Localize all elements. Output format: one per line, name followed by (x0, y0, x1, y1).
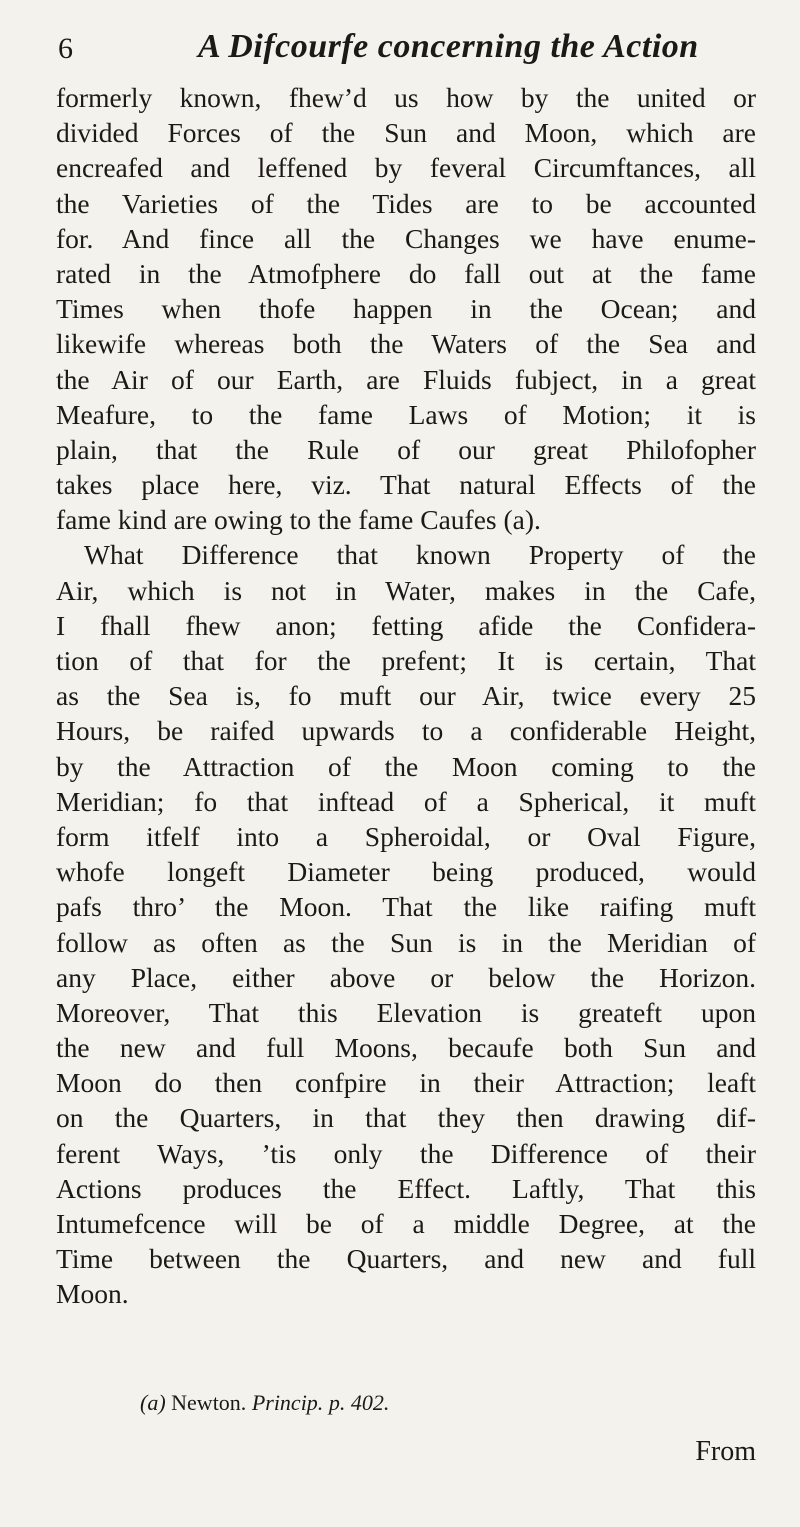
text-line: on the Quarters, in that they then drawing dif- (56, 1102, 756, 1134)
text-line: likewife whereas both the Waters of the Sea and (56, 328, 756, 360)
footnote-author: Newton. (171, 1390, 247, 1415)
text-line: follow as often as the Sun is in the Meridian of (56, 926, 756, 958)
text-line: Air, which is not in Water, makes in the Cafe, (56, 574, 756, 606)
text-line: for. And fince all the Changes we have enume- (56, 222, 756, 254)
text-line: as the Sea is, fo muft our Air, twice every 25 (56, 680, 756, 712)
text-line: formerly known, fhew’d us how by the united or (56, 82, 756, 113)
footnote-page: p. 402. (328, 1390, 390, 1415)
text-line: Actions produces the Effect. Laftly, That this (56, 1172, 756, 1204)
text-line: tion of that for the prefent; It is certain, That (56, 645, 756, 676)
text-line: the new and full Moons, becaufe both Sun and (56, 1032, 756, 1064)
text-line: Hours, be raifed upwards to a confiderable Height, (56, 715, 756, 747)
text-line: plain, that the Rule of our great Philofopher (56, 433, 756, 465)
text-line: any Place, either above or below the Horizon. (56, 961, 756, 993)
text-line: pafs thro’ the Moon. That the like raifing muft (56, 891, 756, 923)
text-line: fame kind are owing to the fame Caufes (a). (56, 504, 541, 536)
text-line: Meafure, to the fame Laws of Motion; it is (56, 398, 756, 430)
text-line: takes place here, viz. That natural Effects of the (56, 469, 756, 501)
text-line: encreafed and leffened by feveral Circumftances, all (56, 152, 756, 184)
text-line: Moon. (56, 1278, 129, 1310)
footnote-work: Princip. (251, 1390, 324, 1415)
text-line: whofe longeft Diameter being produced, would (56, 856, 756, 888)
text-line: the Air of our Earth, are Fluids fubject, in a great (56, 363, 756, 395)
text-line: rated in the Atmofphere do fall out at the fame (56, 257, 756, 289)
footnote-mark: (a) (140, 1390, 166, 1415)
text-line: ferent Ways, ’tis only the Difference of their (56, 1137, 756, 1169)
text-line: by the Attraction of the Moon coming to the (56, 750, 756, 782)
text-line: Moon do then confpire in their Attraction; leaft (56, 1067, 756, 1099)
text-line: Intumefcence will be of a middle Degree, at the (56, 1208, 756, 1239)
text-line: the Varieties of the Tides are to be accounted (56, 187, 756, 219)
running-title: A Difcourfe concerning the Action (198, 28, 699, 65)
text-line: Meridian; fo that inftead of a Spherical, it muft (56, 785, 756, 817)
text-line: Moreover, That this Elevation is greateft upon (56, 996, 756, 1028)
footnote (140, 1390, 389, 1416)
catchword: From (695, 1436, 756, 1467)
text-line: What Difference that known Property of the (84, 539, 756, 571)
text-line: Time between the Quarters, and new and full (56, 1243, 756, 1275)
text-line: Times when thofe happen in the Ocean; and (56, 293, 756, 325)
text-line: form itfelf into a Spheroidal, or Oval Figure, (56, 820, 756, 852)
text-line: I fhall fhew anon; fetting afide the Confidera- (56, 609, 756, 641)
body-text (56, 80, 756, 1312)
text-line: divided Forces of the Sun and Moon, which are (56, 117, 756, 149)
page-number: 6 (58, 32, 73, 65)
running-head (58, 28, 758, 68)
